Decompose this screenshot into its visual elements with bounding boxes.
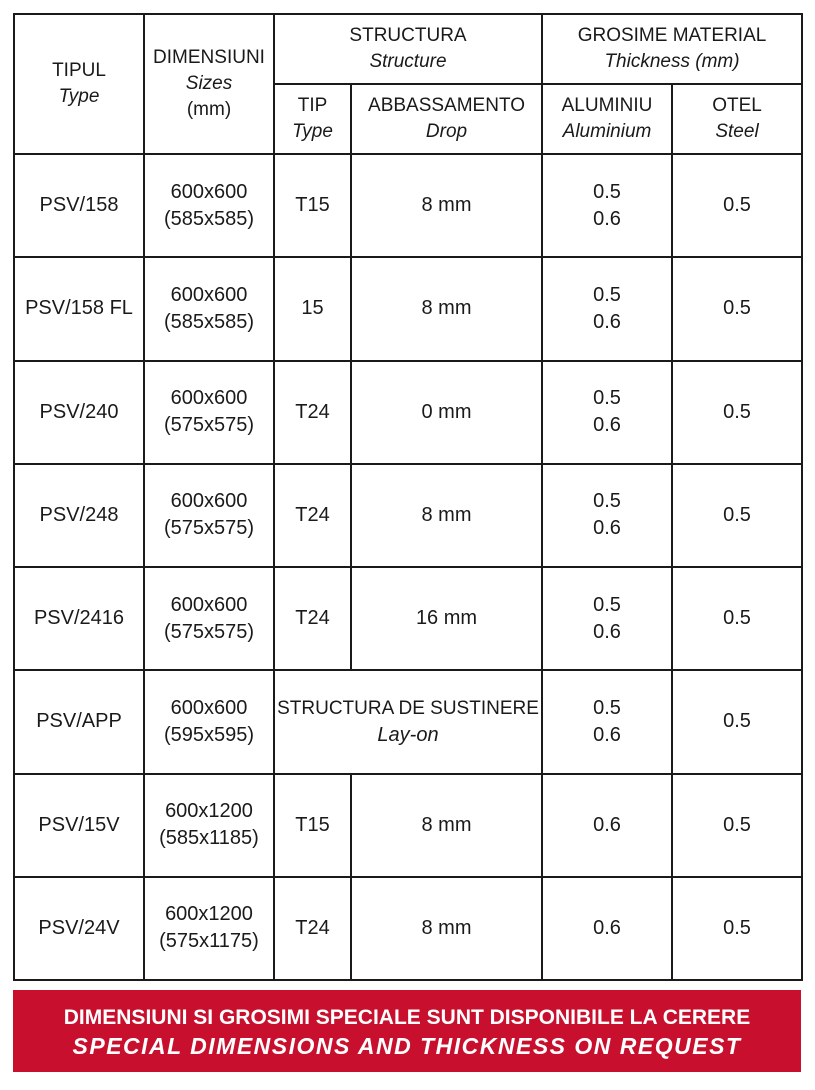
type-cell: PSV/24V bbox=[14, 877, 144, 980]
aluminium-cell bbox=[542, 154, 672, 257]
aluminium-cell bbox=[542, 257, 672, 360]
table-row bbox=[14, 464, 802, 567]
tip-cell: T24 bbox=[274, 361, 351, 464]
header-otel-label: OTEL bbox=[712, 95, 762, 116]
type-cell: PSV/APP bbox=[14, 670, 144, 773]
size-inner-value: (575x575) bbox=[163, 414, 255, 437]
header-tip-label: TIP bbox=[297, 95, 328, 116]
steel-cell: 0.5 bbox=[672, 154, 802, 257]
spec-table bbox=[13, 13, 803, 981]
header-structura bbox=[274, 14, 542, 84]
drop-cell: 8 mm bbox=[351, 464, 542, 567]
banner-line-ro: DIMENSIUNI SI GROSIMI SPECIALE SUNT DISPONIBILE LA CERERE bbox=[63, 1006, 751, 1029]
header-tipul-label: TIPUL bbox=[52, 60, 106, 81]
size-value: 600x600 bbox=[170, 283, 248, 306]
size-cell bbox=[144, 257, 274, 360]
header-grosime bbox=[542, 14, 802, 84]
size-cell bbox=[144, 567, 274, 670]
header-grosime-label: GROSIME MATERIAL bbox=[577, 25, 767, 46]
header-structura-en: Structure bbox=[369, 51, 447, 72]
steel-cell: 0.5 bbox=[672, 464, 802, 567]
type-cell: PSV/2416 bbox=[14, 567, 144, 670]
steel-cell: 0.5 bbox=[672, 670, 802, 773]
steel-cell: 0.5 bbox=[672, 361, 802, 464]
table-row bbox=[14, 567, 802, 670]
size-value: 600x600 bbox=[170, 180, 248, 203]
aluminium-value-2: 0.6 bbox=[593, 414, 621, 437]
aluminium-value-2: 0.6 bbox=[593, 310, 621, 333]
banner-line-en: SPECIAL DIMENSIONS AND THICKNESS ON REQUEST bbox=[72, 1033, 742, 1059]
tip-cell: T15 bbox=[274, 774, 351, 877]
header-tip bbox=[274, 84, 351, 154]
size-value: 600x600 bbox=[170, 387, 248, 410]
header-dimensiuni bbox=[144, 14, 274, 154]
drop-cell: 16 mm bbox=[351, 567, 542, 670]
tip-cell: T24 bbox=[274, 877, 351, 980]
aluminium-value-1: 0.5 bbox=[593, 180, 621, 203]
size-inner-value: (585x1185) bbox=[159, 827, 259, 850]
size-value: 600x600 bbox=[170, 696, 248, 719]
header-dimensiuni-unit: (mm) bbox=[186, 99, 232, 120]
size-value: 600x600 bbox=[170, 593, 248, 616]
aluminium-cell: 0.6 bbox=[542, 774, 672, 877]
aluminium-value-1: 0.5 bbox=[593, 387, 621, 410]
header-structura-label: STRUCTURA bbox=[349, 25, 467, 46]
type-cell: PSV/240 bbox=[14, 361, 144, 464]
header-abbassamento-en: Drop bbox=[425, 121, 468, 142]
type-cell: PSV/248 bbox=[14, 464, 144, 567]
aluminium-value-2: 0.6 bbox=[593, 620, 621, 643]
header-abbassamento bbox=[351, 84, 542, 154]
table-row bbox=[14, 877, 802, 980]
header-tip-en: Type bbox=[292, 121, 333, 142]
aluminium-cell bbox=[542, 361, 672, 464]
type-cell: PSV/158 bbox=[14, 154, 144, 257]
size-value: 600x1200 bbox=[165, 800, 253, 823]
size-cell bbox=[144, 361, 274, 464]
drop-cell: 8 mm bbox=[351, 154, 542, 257]
size-inner-value: (575x575) bbox=[163, 620, 255, 643]
type-cell: PSV/158 FL bbox=[14, 257, 144, 360]
aluminium-value-2: 0.6 bbox=[593, 517, 621, 540]
drop-cell: 8 mm bbox=[351, 877, 542, 980]
steel-cell: 0.5 bbox=[672, 774, 802, 877]
size-cell bbox=[144, 670, 274, 773]
table-row bbox=[14, 257, 802, 360]
tip-cell: 15 bbox=[274, 257, 351, 360]
aluminium-value-1: 0.5 bbox=[593, 696, 621, 719]
size-inner-value: (585x585) bbox=[163, 310, 255, 333]
table-row bbox=[14, 361, 802, 464]
special-request-banner bbox=[13, 990, 801, 1072]
aluminium-cell bbox=[542, 567, 672, 670]
header-grosime-en: Thickness (mm) bbox=[604, 51, 740, 72]
aluminium-value-1: 0.5 bbox=[593, 283, 621, 306]
steel-cell: 0.5 bbox=[672, 567, 802, 670]
header-tipul bbox=[14, 14, 144, 154]
size-inner-value: (575x1175) bbox=[159, 930, 259, 953]
tip-cell: T15 bbox=[274, 154, 351, 257]
header-aluminiu-en: Aluminium bbox=[562, 121, 652, 142]
table-row bbox=[14, 774, 802, 877]
header-otel bbox=[672, 84, 802, 154]
structure-merged-cell bbox=[274, 670, 542, 773]
drop-cell: 8 mm bbox=[351, 774, 542, 877]
table-row bbox=[14, 154, 802, 257]
structure-merged-label: STRUCTURA DE SUSTINERE bbox=[277, 697, 539, 719]
size-inner-value: (575x575) bbox=[163, 517, 255, 540]
aluminium-cell bbox=[542, 464, 672, 567]
header-dimensiuni-en: Sizes bbox=[185, 73, 233, 94]
aluminium-value-2: 0.6 bbox=[593, 207, 621, 230]
size-cell bbox=[144, 877, 274, 980]
tip-cell: T24 bbox=[274, 464, 351, 567]
steel-cell: 0.5 bbox=[672, 877, 802, 980]
size-inner-value: (595x595) bbox=[163, 723, 255, 746]
size-cell bbox=[144, 154, 274, 257]
size-cell bbox=[144, 464, 274, 567]
size-value: 600x600 bbox=[170, 490, 248, 513]
steel-cell: 0.5 bbox=[672, 257, 802, 360]
structure-merged-en: Lay-on bbox=[377, 723, 439, 746]
header-dimensiuni-label: DIMENSIUNI bbox=[153, 47, 265, 68]
header-tipul-en: Type bbox=[58, 86, 100, 107]
header-aluminiu bbox=[542, 84, 672, 154]
table-row bbox=[14, 670, 802, 773]
size-inner-value: (585x585) bbox=[163, 207, 255, 230]
header-abbassamento-label: ABBASSAMENTO bbox=[368, 95, 525, 116]
aluminium-value-1: 0.5 bbox=[593, 490, 621, 513]
drop-cell: 0 mm bbox=[351, 361, 542, 464]
aluminium-value-2: 0.6 bbox=[593, 723, 621, 746]
header-aluminiu-label: ALUMINIU bbox=[561, 95, 653, 116]
aluminium-cell bbox=[542, 670, 672, 773]
tip-cell: T24 bbox=[274, 567, 351, 670]
aluminium-value-1: 0.5 bbox=[593, 593, 621, 616]
drop-cell: 8 mm bbox=[351, 257, 542, 360]
size-value: 600x1200 bbox=[165, 903, 253, 926]
header-otel-en: Steel bbox=[715, 121, 759, 142]
aluminium-cell: 0.6 bbox=[542, 877, 672, 980]
size-cell bbox=[144, 774, 274, 877]
type-cell: PSV/15V bbox=[14, 774, 144, 877]
